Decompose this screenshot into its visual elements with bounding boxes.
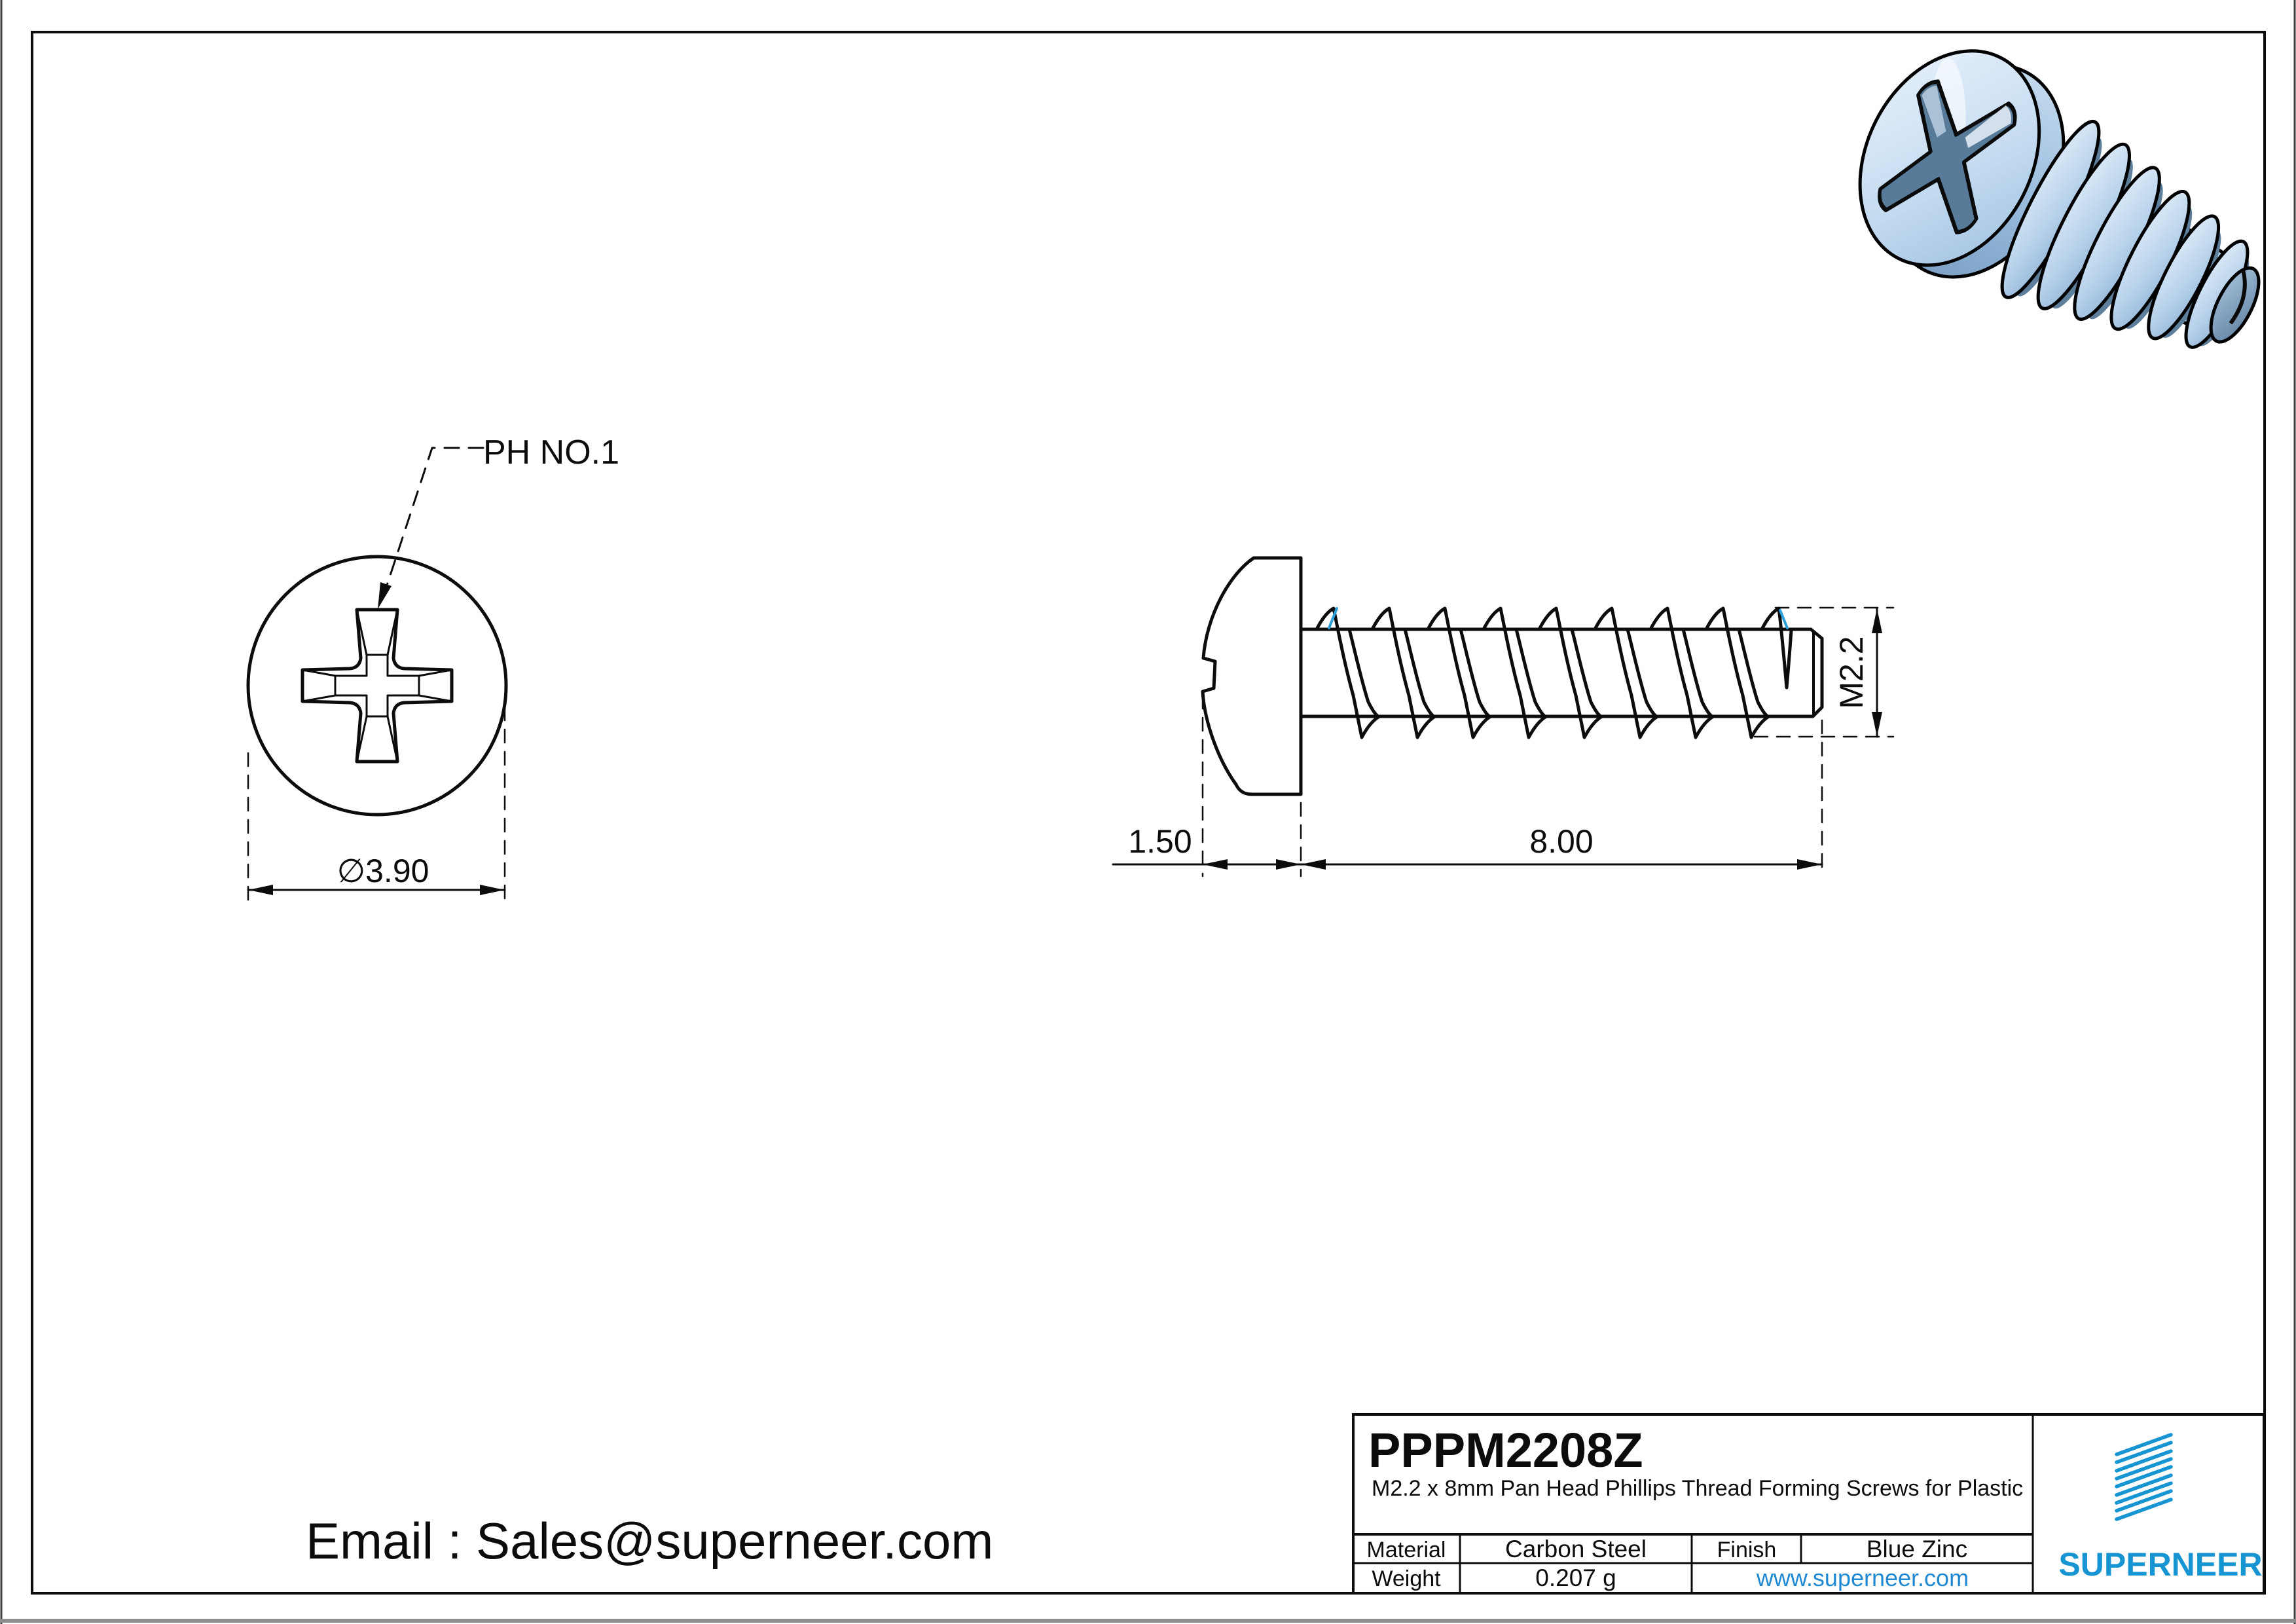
head-top-view <box>248 434 619 902</box>
length-dimension <box>1301 823 1822 870</box>
contact-email: Email : Sales@superneer.com <box>306 1512 994 1570</box>
title-block <box>1353 1414 2264 1593</box>
ph-callout-leader <box>378 448 483 609</box>
material-value: Carbon Steel <box>1505 1536 1647 1562</box>
side-head-outline <box>1203 558 1301 794</box>
head-height-value: 1.50 <box>1128 823 1192 860</box>
length-value: 8.00 <box>1529 823 1594 860</box>
finish-label: Finish <box>1717 1538 1777 1562</box>
phillips-recess-inner <box>335 655 419 716</box>
weight-value: 0.207 g <box>1535 1564 1616 1591</box>
superneer-logo-icon <box>2117 1435 2171 1519</box>
part-number: PPPM2208Z <box>1368 1423 1643 1477</box>
material-label: Material <box>1366 1538 1446 1562</box>
diameter-dimension <box>248 707 505 902</box>
phillips-bevel-lines <box>302 610 452 762</box>
ph-callout-label: PH NO.1 <box>483 434 620 471</box>
part-description: M2.2 x 8mm Pan Head Phillips Thread Forming Screws for Plastic <box>1372 1476 2024 1501</box>
weight-label: Weight <box>1372 1566 1441 1591</box>
head-height-dimension <box>1113 823 1822 870</box>
screw-3d-render <box>1810 5 2296 423</box>
brand-name: SUPERNEER <box>2058 1546 2263 1583</box>
head-circle <box>248 557 506 815</box>
thread-value: M2.2 <box>1833 636 1870 709</box>
finish-value: Blue Zinc <box>1866 1536 1968 1562</box>
thread-dimension <box>1833 608 1882 737</box>
website-link[interactable]: www.superneer.com <box>1756 1564 1969 1591</box>
screw-side-view <box>1113 558 1893 876</box>
phillips-recess-outline <box>302 610 452 762</box>
leader-arrowhead <box>378 582 392 609</box>
diameter-value: ∅3.90 <box>337 853 429 889</box>
